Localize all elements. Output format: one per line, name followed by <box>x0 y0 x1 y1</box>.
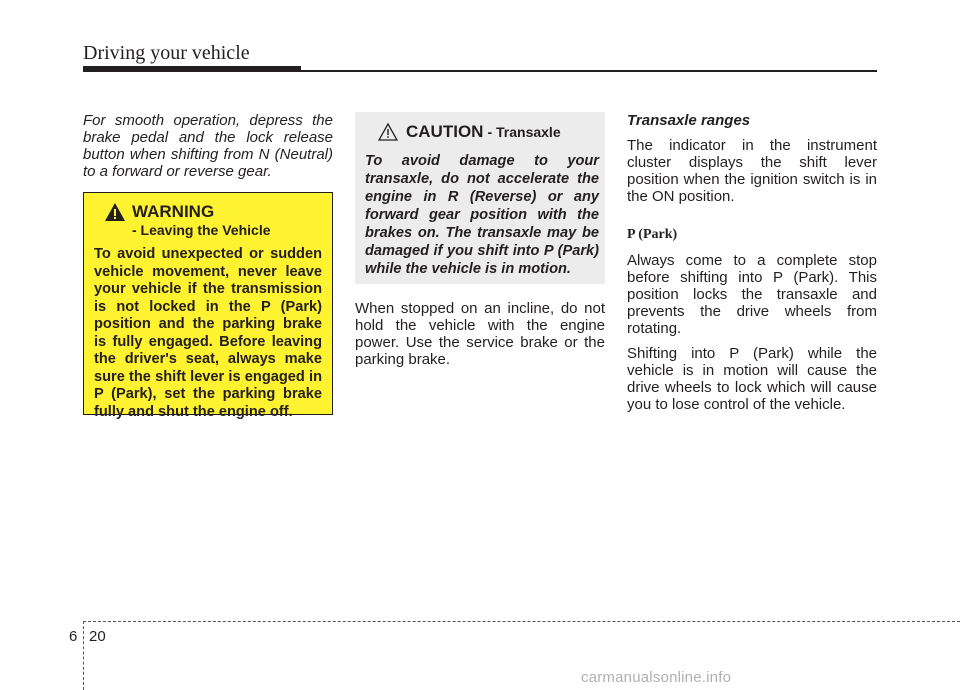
transaxle-ranges-heading: Transaxle ranges <box>627 112 751 129</box>
column-left <box>83 112 333 180</box>
park-paragraph-2: Shifting into P (Park) while the vehicle is in motion will cause the drive wheels to lock which will cause you to lose control of the vehicle. <box>627 345 877 413</box>
warning-triangle-icon <box>104 202 126 222</box>
caution-subtitle: - Transaxle <box>487 124 561 140</box>
footer-rule <box>83 621 960 622</box>
warning-box <box>83 192 333 420</box>
incline-paragraph: When stopped on an incline, do not hold the vehicle with the engine power. Use the service brake or the parking brake. <box>355 300 605 368</box>
warning-title: WARNING <box>132 202 215 221</box>
warning-subtitle: - Leaving the Vehicle <box>132 222 271 238</box>
column-right <box>627 112 877 413</box>
caution-text: To avoid damage to your transaxle, do not accelerate the engine in R (Reverse) or any forward gear position with the brakes on. The transaxle may be damaged if you shift into P (Park) while the vehicle is in motion. <box>365 153 599 277</box>
page-number: 20 <box>89 628 106 645</box>
warning-header <box>94 202 322 238</box>
park-paragraph-1: Always come to a complete stop before shifting into P (Park). This position locks the transaxle and prevents the drive wheels from rotating. <box>627 252 877 337</box>
park-heading: P (Park) <box>627 227 678 242</box>
caution-box <box>355 112 605 284</box>
warning-text: To avoid unexpected or sudden vehicle movement, never leave your vehicle if the transmission is not locked in the P (Park) position and the parking brake is fully engaged. Before leaving the driver's seat, always make sure the shift lever is engaged in P (Park), set the parking brake fully and shut the engine off. <box>94 246 322 420</box>
intro-paragraph: For smooth operation, depress the brake pedal and the lock release button when shifting from N (Neutral) to a forward or reverse gear. <box>83 112 333 180</box>
page-header-title: Driving your vehicle <box>83 42 250 64</box>
header-rule-thin <box>301 70 877 72</box>
incline-section <box>355 300 605 368</box>
caution-triangle-icon <box>378 123 398 141</box>
header-rule-thick <box>83 66 301 72</box>
footer-divider <box>83 621 84 690</box>
watermark: carmanualsonline.info <box>581 669 732 686</box>
caution-header <box>365 122 599 142</box>
chapter-number: 6 <box>69 628 78 645</box>
caution-title: CAUTION <box>406 122 484 141</box>
transaxle-ranges-paragraph: The indicator in the instrument cluster displays the shift lever position when the ignition switch is in the ON position. <box>627 137 877 205</box>
